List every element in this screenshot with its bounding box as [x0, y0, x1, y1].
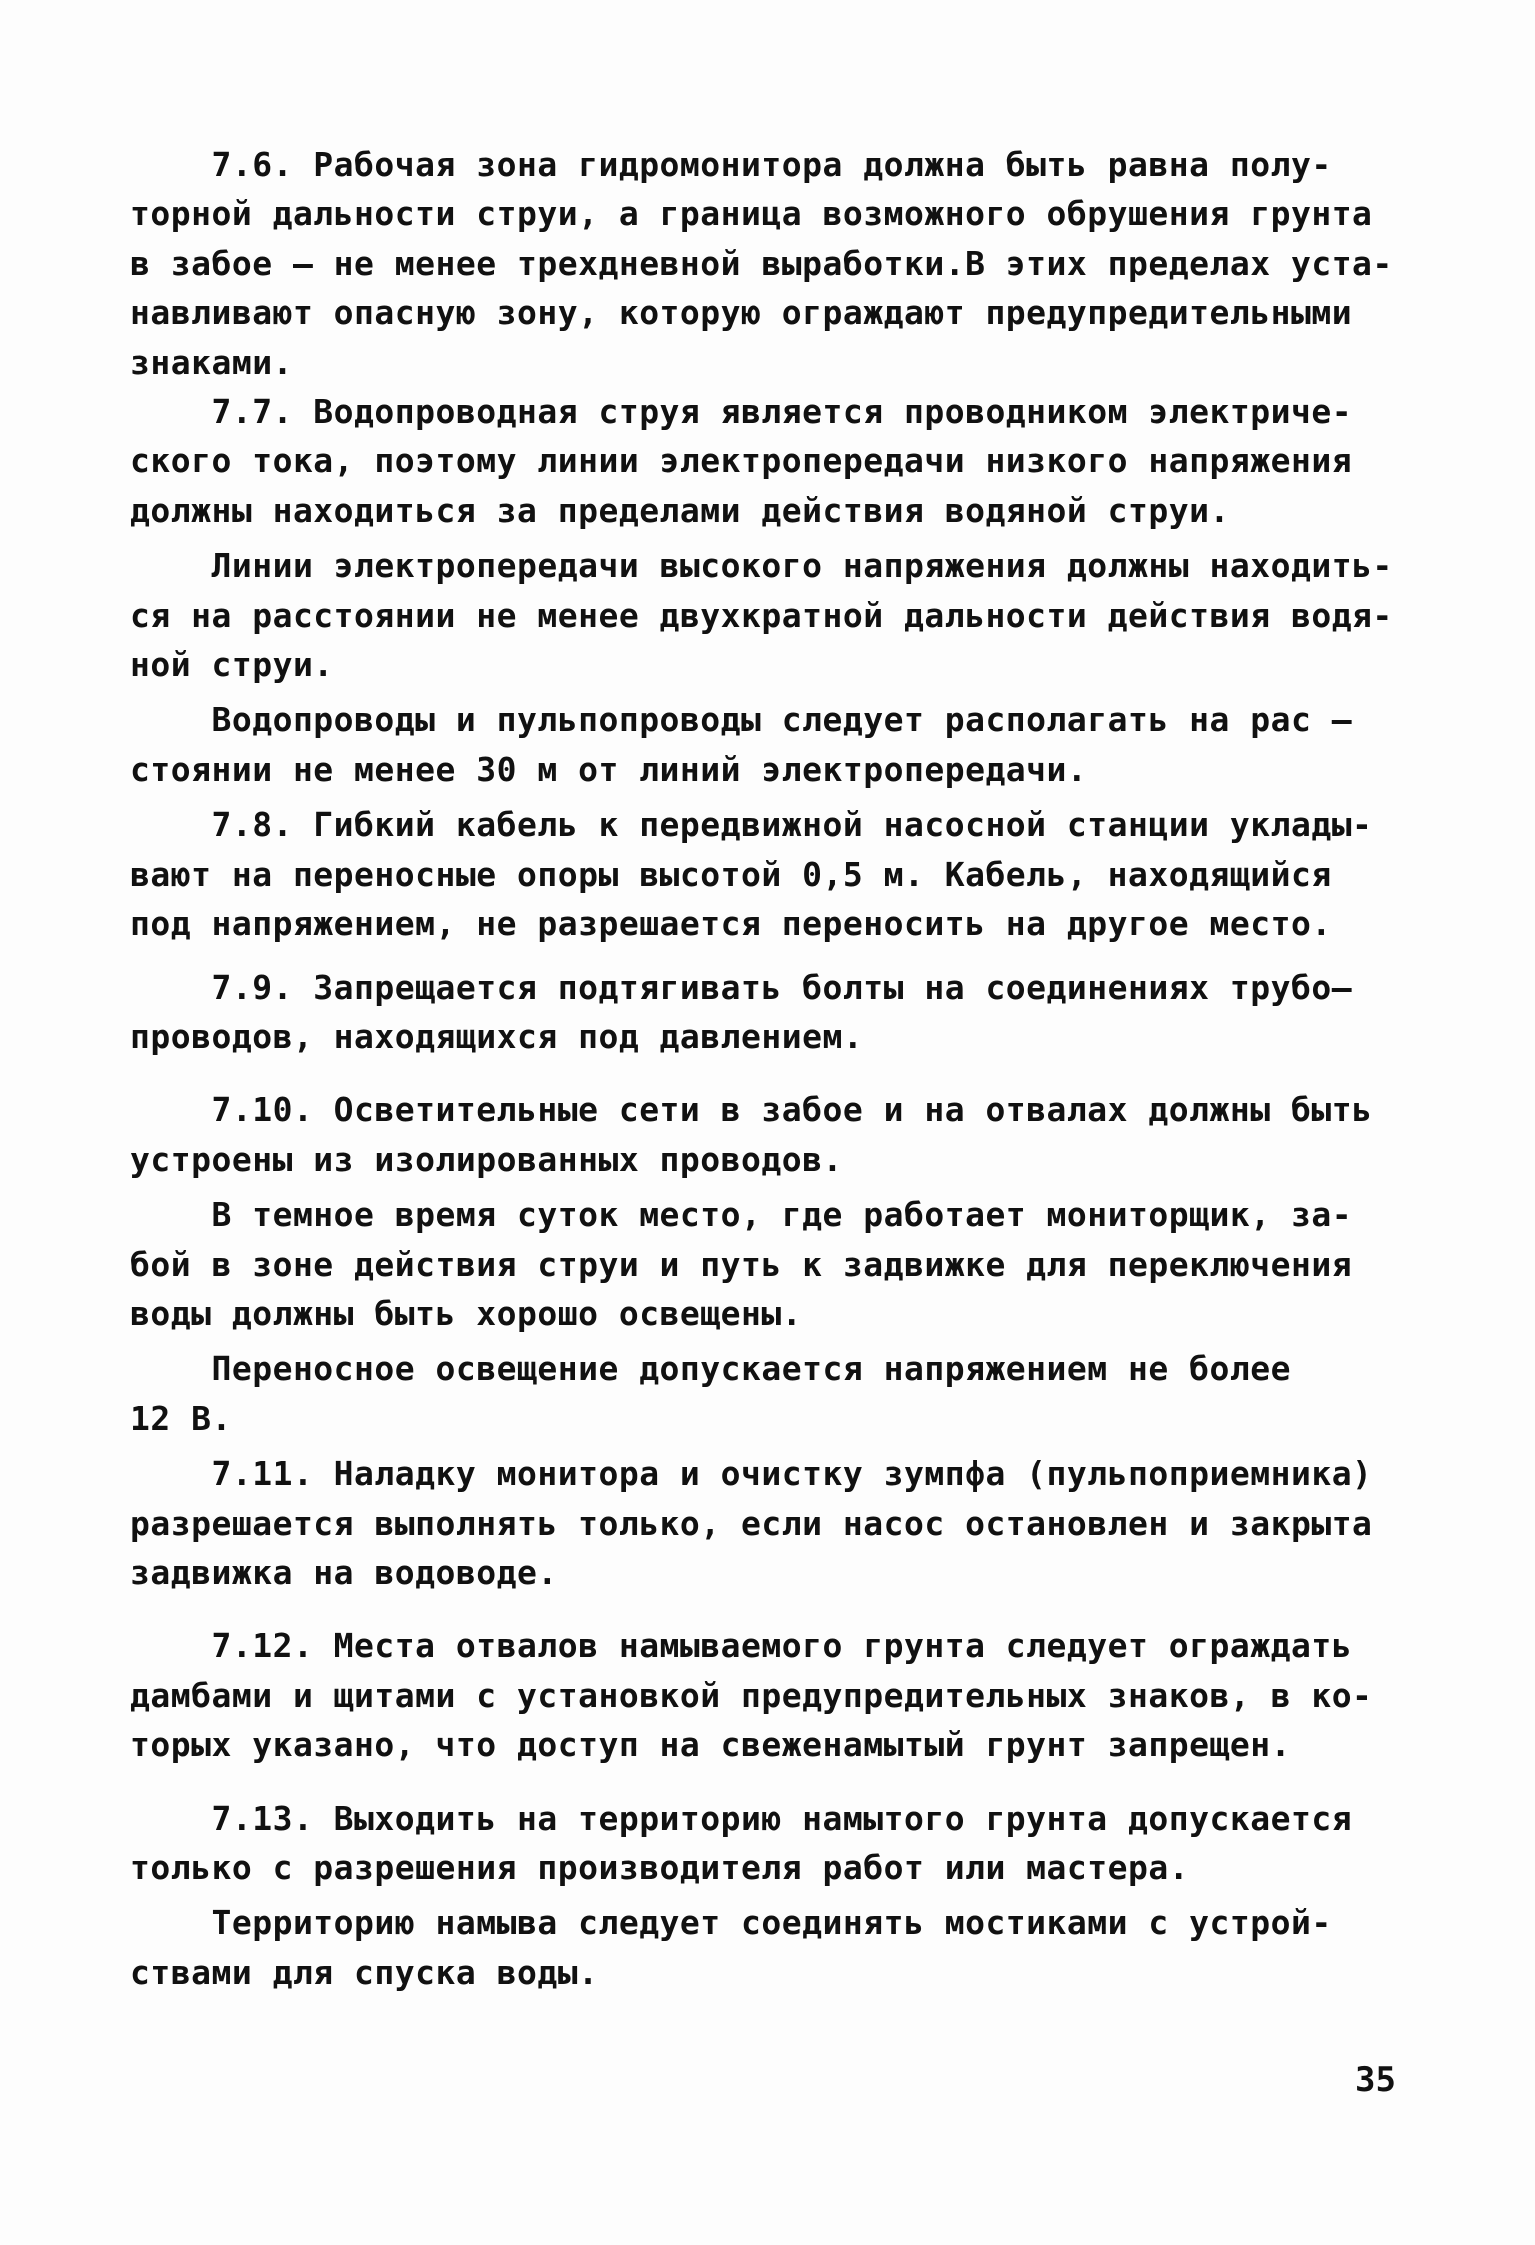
paragraph-7-8	[130, 800, 1410, 948]
text-line: стоянии не менее 30 м от линий электропередачи.	[130, 749, 1088, 789]
text-line: Линии электропередачи высокого напряжения должны находить-	[130, 546, 1393, 586]
text-line: бой в зоне действия струи и путь к задвижке для переключения	[130, 1244, 1353, 1284]
text-line: Водопроводы и пульпопроводы следует располагать на рас –	[130, 700, 1353, 740]
text-line: 7.8. Гибкий кабель к передвижной насосной станции уклады-	[130, 805, 1373, 845]
text-line: ского тока, поэтому линии электропередачи низкого напряжения	[130, 441, 1353, 481]
text-line: В темное время суток место, где работает мониторщик, за-	[130, 1195, 1353, 1235]
text-line: Переносное освещение допускается напряжением не более	[130, 1349, 1291, 1389]
text-line: 12 В.	[130, 1398, 232, 1438]
text-line: под напряжением, не разрешается переносить на другое место.	[130, 904, 1332, 944]
paragraph-7-7-high-voltage	[130, 541, 1410, 689]
text-line: задвижка на водоводе.	[130, 1552, 558, 1592]
paragraph-7-9	[130, 963, 1410, 1062]
text-line: должны находиться за пределами действия водяной струи.	[130, 490, 1230, 530]
text-line: дамбами и щитами с установкой предупредительных знаков, в ко-	[130, 1675, 1373, 1715]
paragraph-7-7	[130, 387, 1410, 535]
paragraph-7-13	[130, 1794, 1410, 1893]
text-line: проводов, находящихся под давлением.	[130, 1016, 864, 1056]
text-line: знаками.	[130, 342, 293, 382]
text-line: ной струи.	[130, 645, 334, 685]
text-line: ся на расстоянии не менее двухкратной дальности действия водя-	[130, 595, 1393, 635]
text-line: 7.9. Запрещается подтягивать болты на соединениях трубо–	[130, 967, 1353, 1007]
text-line: 7.13. Выходить на территорию намытого грунта допускается	[130, 1798, 1353, 1838]
paragraph-7-6	[130, 140, 1410, 387]
text-line: Территорию намыва следует соединять мостиками с устрой-	[130, 1903, 1332, 1943]
text-line: воды должны быть хорошо освещены.	[130, 1293, 803, 1333]
text-line: вают на переносные опоры высотой 0,5 м. Кабель, находящийся	[130, 854, 1332, 894]
text-line: 7.6. Рабочая зона гидромонитора должна быть равна полу-	[130, 145, 1332, 184]
text-line: 7.7. Водопроводная струя является проводником электриче-	[130, 392, 1353, 432]
paragraph-7-7-pipelines	[130, 695, 1410, 794]
text-line: торых указано, что доступ на свеженамытый грунт запрещен.	[130, 1725, 1291, 1765]
paragraph-7-13-bridges	[130, 1898, 1410, 1997]
text-line: устроены из изолированных проводов.	[130, 1139, 843, 1179]
text-line: торной дальности струи, а граница возможного обрушения грунта	[130, 194, 1373, 234]
paragraph-7-10-lighting	[130, 1190, 1410, 1338]
paragraph-7-10-portable	[130, 1344, 1410, 1443]
text-line: разрешается выполнять только, если насос остановлен и закрыта	[130, 1503, 1373, 1543]
text-line: ствами для спуска воды.	[130, 1952, 599, 1992]
text-line: 7.11. Наладку монитора и очистку зумпфа (пульпоприемника)	[130, 1454, 1373, 1494]
text-line: навливают опасную зону, которую ограждают предупредительными	[130, 293, 1353, 333]
paragraph-7-11	[130, 1449, 1410, 1597]
text-line: только с разрешения производителя работ или мастера.	[130, 1848, 1190, 1887]
paragraph-7-10	[130, 1085, 1410, 1184]
text-line: 7.10. Осветительные сети в забое и на отвалах должны быть	[130, 1090, 1373, 1130]
text-line: 7.12. Места отвалов намываемого грунта следует ограждать	[130, 1626, 1353, 1666]
text-line: в забое – не менее трехдневной выработки.В этих пределах уста-	[130, 243, 1393, 283]
page-number: 35	[1355, 2060, 1396, 2100]
paragraph-7-12	[130, 1621, 1410, 1769]
document-body	[130, 140, 1410, 1997]
